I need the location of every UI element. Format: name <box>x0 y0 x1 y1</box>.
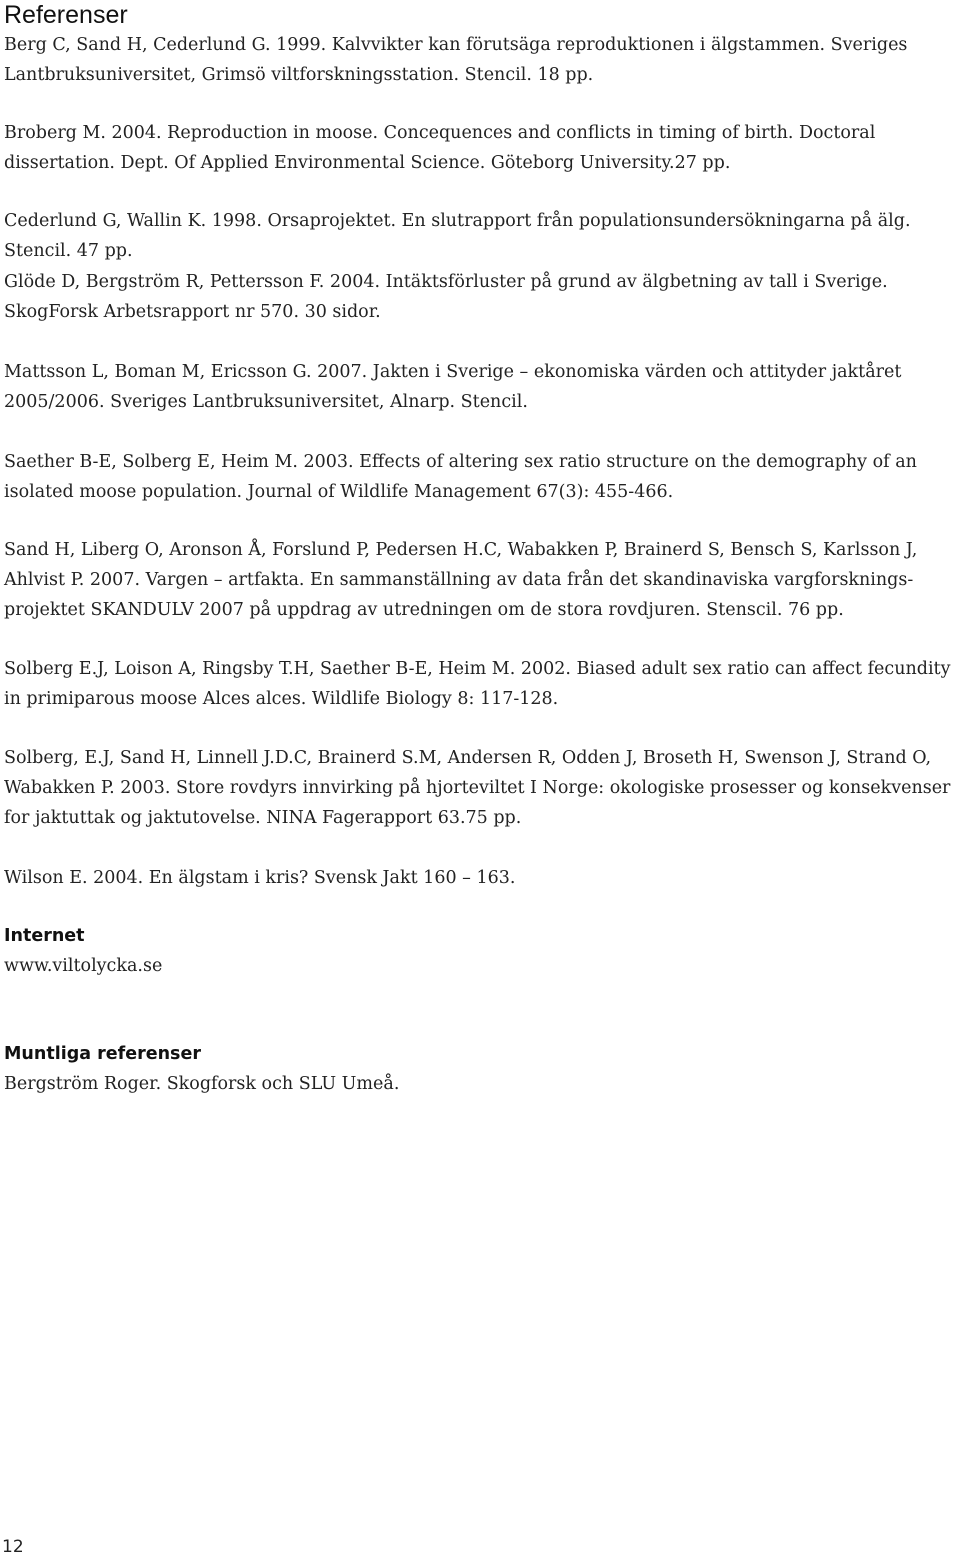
reference-line: for jaktuttak og jaktutovelse. NINA Fagerapport 63.75 pp. <box>4 808 522 828</box>
internet-link[interactable]: www.viltolycka.se <box>4 956 163 976</box>
reference-line: Saether B-E, Solberg E, Heim M. 2003. Effects of altering sex ratio structure on the demography of an <box>4 452 917 472</box>
reference-line: Solberg E.J, Loison A, Ringsby T.H, Saether B-E, Heim M. 2002. Biased adult sex ratio can affect fecundity <box>4 659 951 679</box>
reference-line: Berg C, Sand H, Cederlund G. 1999. Kalvvikter kan förutsäga reproduktionen i älgstammen. Sveriges <box>4 35 908 55</box>
reference-line: Sand H, Liberg O, Aronson Å, Forslund P, Pedersen H.C, Wabakken P, Brainerd S, Bensch S, Karlsson J, <box>4 540 918 560</box>
reference-line: isolated moose population. Journal of Wildlife Management 67(3): 455-466. <box>4 482 674 502</box>
reference-line: projektet SKANDULV 2007 på uppdrag av utredningen om de stora rovdjuren. Stenscil. 76 pp. <box>4 600 844 620</box>
page-number: 12 <box>2 1537 24 1557</box>
oral-reference-entry: Bergström Roger. Skogforsk och SLU Umeå. <box>4 1074 400 1094</box>
reference-line: Wilson E. 2004. En älgstam i kris? Svensk Jakt 160 – 163. <box>4 868 516 888</box>
reference-line: Glöde D, Bergström R, Pettersson F. 2004. Intäktsförluster på grund av älgbetning av tall i Sverige. <box>4 272 888 292</box>
oral-references-heading: Muntliga referenser <box>4 1044 201 1064</box>
internet-heading: Internet <box>4 926 85 946</box>
reference-line: in primiparous moose Alces alces. Wildlife Biology 8: 117-128. <box>4 689 559 709</box>
reference-line: SkogForsk Arbetsrapport nr 570. 30 sidor. <box>4 302 381 322</box>
reference-line: Mattsson L, Boman M, Ericsson G. 2007. Jakten i Sverige – ekonomiska värden och attityder jaktåret <box>4 362 902 382</box>
reference-line: Solberg, E.J, Sand H, Linnell J.D.C, Brainerd S.M, Andersen R, Odden J, Broseth H, Swenson J, Strand O, <box>4 748 932 768</box>
page-title: Referenser <box>4 1 128 29</box>
reference-line: Wabakken P. 2003. Store rovdyrs innvirking på hjorteviltet I Norge: okologiske prosesser og konsekvenser <box>4 778 951 798</box>
reference-line: Stencil. 47 pp. <box>4 241 133 261</box>
reference-line: Cederlund G, Wallin K. 1998. Orsaprojektet. En slutrapport från populationsundersökningarna på älg. <box>4 211 911 231</box>
reference-line: Ahlvist P. 2007. Vargen – artfakta. En sammanställning av data från det skandinaviska vargforsknings- <box>4 570 914 590</box>
reference-line: Lantbruksuniversitet, Grimsö viltforskningsstation. Stencil. 18 pp. <box>4 65 594 85</box>
reference-line: Broberg M. 2004. Reproduction in moose. Concequences and conflicts in timing of birth. Doctoral <box>4 123 876 143</box>
reference-line: dissertation. Dept. Of Applied Environmental Science. Göteborg University.27 pp. <box>4 153 731 173</box>
reference-line: 2005/2006. Sveriges Lantbruksuniversitet, Alnarp. Stencil. <box>4 392 528 412</box>
